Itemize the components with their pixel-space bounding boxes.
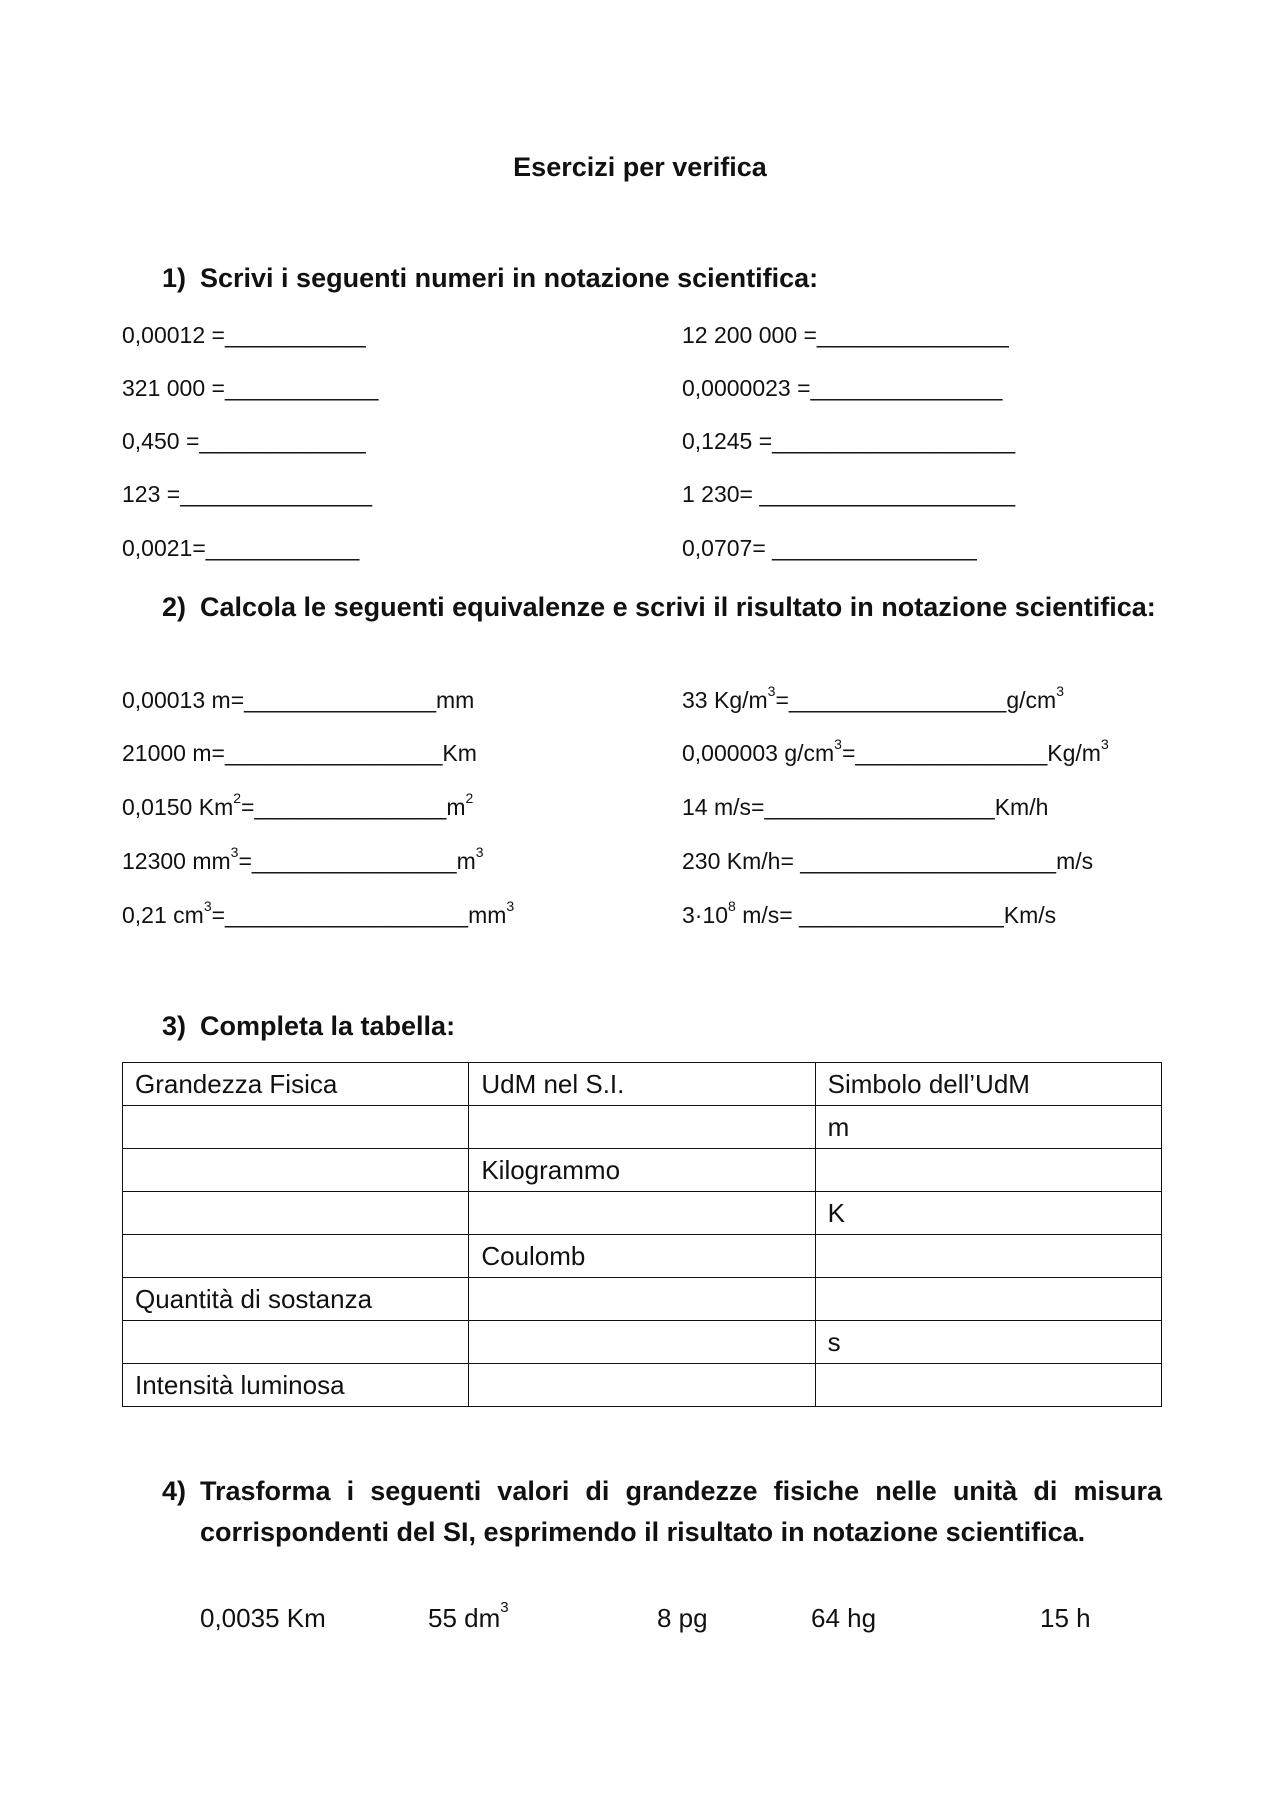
equivalence-left-item: 0,0150 $Km^2=\_\_\_\_\_\_\_\_\_\_\_\_\_\_\_m^2$ (122, 790, 474, 820)
table-cell[interactable] (469, 1278, 815, 1321)
table-cell[interactable]: Quantità di sostanza (123, 1278, 469, 1321)
exercise-1-left-item: 321 000 =____________ (122, 375, 379, 401)
table-cell[interactable] (815, 1278, 1161, 1321)
table-row (123, 1149, 1162, 1192)
section-2-title: Calcola le seguenti equivalenze e scrivi il risultato in notazione scientifica: (200, 592, 1156, 622)
exercise-1-right-item: 1 230= ____________________ (682, 481, 1016, 507)
units-table (122, 1062, 1162, 1407)
table-cell[interactable]: m (815, 1106, 1161, 1149)
value-item: 15 h (1040, 1603, 1091, 1633)
section-3-heading (162, 1011, 455, 1042)
equivalence-right-item: 33 $Kg/m^3=\_\_\_\_\_\_\_\_\_\_\_\_\_\_\_\_\_g/cm^3$ (682, 683, 1064, 713)
exercise-1-left-item: 123 =_______________ (122, 481, 373, 507)
table-cell[interactable] (469, 1192, 815, 1235)
value-item: 0,0035 Km (200, 1603, 326, 1633)
section-3-title: Completa la tabella: (200, 1011, 456, 1041)
equivalence-left-item: 0,00013 m=_______________mm (122, 687, 475, 713)
equivalence-left-item: 0,21 $cm^3=\_\_\_\_\_\_\_\_\_\_\_\_\_\_\_\_\_\_\_mm^3$ (122, 898, 515, 928)
table-cell[interactable]: Coulomb (469, 1235, 815, 1278)
section-1-heading (162, 263, 818, 294)
section-2-heading (162, 592, 1156, 623)
table-cell[interactable] (469, 1364, 815, 1407)
table-cell[interactable] (123, 1235, 469, 1278)
section-4-instructions: Trasforma i seguenti valori di grandezze fisiche nelle unità di misura corrispondenti del SI, esprimendo il risultato in notazione scientifica. (200, 1476, 1162, 1547)
value-item: 64 hg (811, 1603, 877, 1633)
exercise-1-right-item: 12 200 000 =_______________ (682, 322, 1009, 348)
equivalence-right-item: 0,000003 $g/cm^3=\_\_\_\_\_\_\_\_\_\_\_\_\_\_\_Kg/m^3$ (682, 736, 1109, 766)
table-header-cell: UdM nel S.I. (469, 1063, 815, 1106)
exercise-1-left-item: 0,00012 =___________ (122, 322, 366, 348)
table-cell[interactable]: s (815, 1321, 1161, 1364)
table-cell[interactable] (469, 1106, 815, 1149)
table-cell[interactable] (123, 1321, 469, 1364)
exercise-1-right-item: 0,0000023 =_______________ (682, 375, 1003, 401)
table-cell[interactable] (815, 1364, 1161, 1407)
exercise-1-right-item: 0,1245 =___________________ (682, 428, 1016, 454)
equivalence-right-item: 230 Km/h= ____________________m/s (682, 848, 1094, 874)
value-item: 55 $dm^3$ (428, 1599, 509, 1633)
exercise-1-left-item: 0,0021=____________ (122, 535, 360, 561)
table-cell[interactable] (815, 1235, 1161, 1278)
table-cell[interactable]: K (815, 1192, 1161, 1235)
section-2-number: 2) (162, 592, 187, 622)
equivalence-left-item: 21000 m=_________________Km (122, 740, 477, 766)
table-cell[interactable] (123, 1106, 469, 1149)
table-cell[interactable]: Kilogrammo (469, 1149, 815, 1192)
exercise-1-right-item: 0,0707= ________________ (682, 535, 977, 561)
equivalence-right-item: 14 m/s=__________________Km/h (682, 794, 1049, 820)
equivalence-left-item: 12300 $mm^3=\_\_\_\_\_\_\_\_\_\_\_\_\_\_\_\_m^3$ (122, 844, 484, 874)
section-1-title: Scrivi i seguenti numeri in notazione scientifica: (200, 263, 819, 293)
equivalence-right-item: $3\cdot 10^8$ m/s= ________________Km/s (682, 898, 1057, 928)
exercise-1-left-item: 0,450 =_____________ (122, 428, 366, 454)
table-header-cell: Grandezza Fisica (123, 1063, 469, 1106)
table-row (123, 1106, 1162, 1149)
table-row (123, 1278, 1162, 1321)
section-4-number: 4) (162, 1476, 187, 1506)
value-item: 8 pg (657, 1603, 708, 1633)
table-cell[interactable] (815, 1149, 1161, 1192)
section-4-paragraph (162, 1471, 1162, 1553)
table-cell[interactable] (123, 1149, 469, 1192)
table-cell[interactable]: Intensità luminosa (123, 1364, 469, 1407)
table-header-row (123, 1063, 1162, 1106)
page-title: Esercizi per verifica (513, 152, 767, 182)
section-1-number: 1) (162, 263, 187, 293)
table-row (123, 1235, 1162, 1278)
table-row (123, 1192, 1162, 1235)
table-cell[interactable] (469, 1321, 815, 1364)
table-cell[interactable] (123, 1192, 469, 1235)
section-3-number: 3) (162, 1011, 187, 1041)
table-row (123, 1321, 1162, 1364)
table-header-cell: Simbolo dell’UdM (815, 1063, 1161, 1106)
table-row (123, 1364, 1162, 1407)
